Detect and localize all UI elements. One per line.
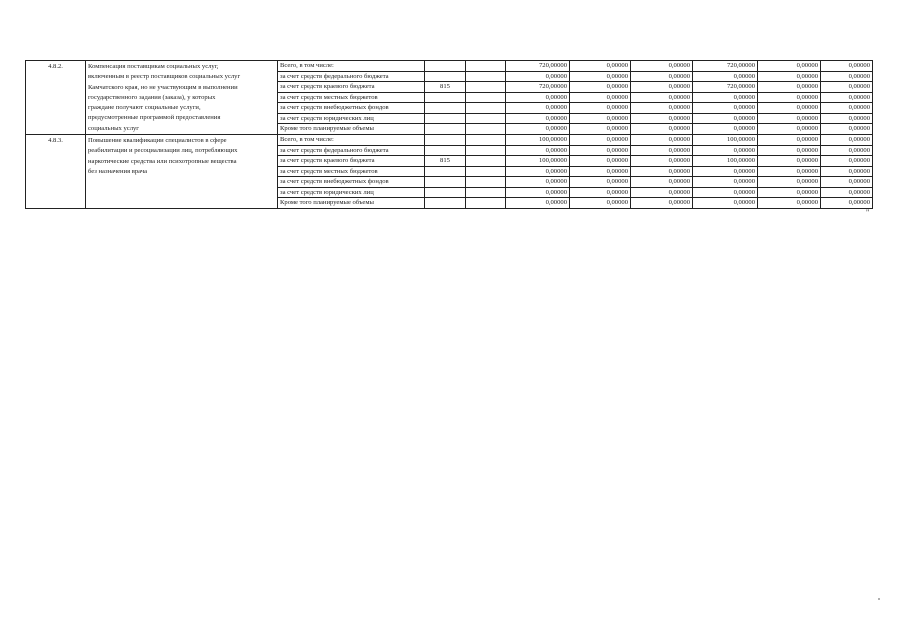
amount-cell: 100,00000 <box>693 156 758 167</box>
amount-cell: 0,00000 <box>693 124 758 135</box>
amount-cell: 0,00000 <box>821 198 873 209</box>
amount-cell: 0,00000 <box>821 71 873 82</box>
empty-cell <box>466 82 506 93</box>
amount-cell: 0,00000 <box>821 61 873 72</box>
budget-code-cell: 815 <box>425 82 466 93</box>
amount-cell: 0,00000 <box>506 103 570 114</box>
budget-code-cell <box>425 187 466 198</box>
funding-source-cell: Всего, в том числе: <box>278 61 425 72</box>
amount-cell: 0,00000 <box>821 82 873 93</box>
amount-cell: 0,00000 <box>570 166 631 177</box>
empty-cell <box>466 166 506 177</box>
amount-cell: 0,00000 <box>570 113 631 124</box>
empty-cell <box>466 124 506 135</box>
amount-cell: 0,00000 <box>631 92 693 103</box>
budget-code-cell <box>425 92 466 103</box>
amount-cell: 720,00000 <box>506 82 570 93</box>
budget-table <box>25 60 873 209</box>
amount-cell: 0,00000 <box>506 145 570 156</box>
amount-cell: 0,00000 <box>506 166 570 177</box>
amount-cell: 100,00000 <box>693 135 758 146</box>
amount-cell: 0,00000 <box>821 113 873 124</box>
amount-cell: 0,00000 <box>821 135 873 146</box>
description-line: без назначения врача <box>88 167 148 175</box>
table-row <box>26 135 873 146</box>
description-line: государственного задания (заказа), у которых <box>88 93 216 101</box>
table-row <box>26 61 873 72</box>
amount-cell: 0,00000 <box>821 92 873 103</box>
description-line: включенным в реестр поставщиков социальных услуг <box>88 73 241 81</box>
amount-cell: 0,00000 <box>506 187 570 198</box>
amount-cell: 0,00000 <box>570 135 631 146</box>
amount-cell: 0,00000 <box>758 61 821 72</box>
budget-table-body <box>26 61 873 209</box>
empty-cell <box>466 156 506 167</box>
amount-cell: 0,00000 <box>631 124 693 135</box>
budget-code-cell <box>425 145 466 156</box>
amount-cell: 0,00000 <box>570 92 631 103</box>
funding-source-cell: за счет средств местных бюджетов <box>278 166 425 177</box>
empty-cell <box>466 61 506 72</box>
budget-code-cell <box>425 166 466 177</box>
empty-cell <box>466 198 506 209</box>
amount-cell: 0,00000 <box>570 198 631 209</box>
description-line: Камчатского края, но не участвующим в выполнении <box>88 83 238 91</box>
amount-cell: 0,00000 <box>758 92 821 103</box>
funding-source-cell: за счет средств внебюджетных фондов <box>278 103 425 114</box>
funding-source-cell: Всего, в том числе: <box>278 135 425 146</box>
amount-cell: 0,00000 <box>570 103 631 114</box>
amount-cell: 0,00000 <box>821 156 873 167</box>
amount-cell: 0,00000 <box>693 177 758 188</box>
amount-cell: 0,00000 <box>631 113 693 124</box>
item-description <box>86 61 278 135</box>
funding-source-cell: Кроме того планируемые объемы <box>278 124 425 135</box>
amount-cell: 0,00000 <box>570 82 631 93</box>
amount-cell: 0,00000 <box>570 177 631 188</box>
amount-cell: 0,00000 <box>631 145 693 156</box>
budget-code-cell <box>425 124 466 135</box>
funding-source-cell: за счет средств краевого бюджета <box>278 82 425 93</box>
amount-cell: 0,00000 <box>570 156 631 167</box>
amount-cell: 0,00000 <box>821 124 873 135</box>
description-line: наркотические средства или психотропные вещества <box>88 157 237 165</box>
amount-cell: 0,00000 <box>758 187 821 198</box>
description-line: предусмотренные программой предоставления <box>88 114 221 122</box>
amount-cell: 0,00000 <box>570 145 631 156</box>
amount-cell: 0,00000 <box>758 145 821 156</box>
amount-cell: 0,00000 <box>631 156 693 167</box>
amount-cell: 0,00000 <box>821 177 873 188</box>
description-line: Компенсация поставщикам социальных услуг, <box>88 63 219 70</box>
funding-source-cell: за счет средств федерального бюджета <box>278 145 425 156</box>
amount-cell: 0,00000 <box>631 71 693 82</box>
amount-cell: 0,00000 <box>758 113 821 124</box>
description-line: Повышение квалификации специалистов в сфере <box>88 137 227 145</box>
amount-cell: 0,00000 <box>631 177 693 188</box>
item-description <box>86 135 278 209</box>
amount-cell: 0,00000 <box>758 198 821 209</box>
amount-cell: 0,00000 <box>821 103 873 114</box>
amount-cell: 0,00000 <box>758 135 821 146</box>
funding-source-cell: за счет средств местных бюджетов <box>278 92 425 103</box>
amount-cell: 0,00000 <box>570 124 631 135</box>
amount-cell: 0,00000 <box>693 113 758 124</box>
amount-cell: 0,00000 <box>506 124 570 135</box>
amount-cell: 0,00000 <box>570 187 631 198</box>
amount-cell: 0,00000 <box>821 187 873 198</box>
empty-cell <box>466 177 506 188</box>
funding-source-cell: за счет средств юридических лиц <box>278 187 425 198</box>
funding-source-cell: за счет средств юридических лиц <box>278 113 425 124</box>
empty-cell <box>466 145 506 156</box>
empty-cell <box>466 71 506 82</box>
empty-cell <box>466 113 506 124</box>
scan-dot <box>878 598 880 600</box>
amount-cell: 0,00000 <box>693 71 758 82</box>
amount-cell: 0,00000 <box>758 82 821 93</box>
amount-cell: 0,00000 <box>821 166 873 177</box>
amount-cell: 0,00000 <box>506 177 570 188</box>
amount-cell: 0,00000 <box>506 71 570 82</box>
empty-cell <box>466 103 506 114</box>
funding-source-cell: за счет средств краевого бюджета <box>278 156 425 167</box>
funding-source-cell: за счет средств федерального бюджета <box>278 71 425 82</box>
item-number: 4.8.3. <box>26 135 86 209</box>
amount-cell: 720,00000 <box>693 82 758 93</box>
amount-cell: 0,00000 <box>693 103 758 114</box>
amount-cell: 100,00000 <box>506 135 570 146</box>
amount-cell: 0,00000 <box>758 124 821 135</box>
amount-cell: 0,00000 <box>758 177 821 188</box>
amount-cell: 0,00000 <box>758 103 821 114</box>
funding-source-cell: Кроме того планируемые объемы <box>278 198 425 209</box>
item-number: 4.8.2. <box>26 61 86 135</box>
amount-cell: 0,00000 <box>631 198 693 209</box>
amount-cell: 0,00000 <box>631 187 693 198</box>
budget-code-cell <box>425 177 466 188</box>
closing-quote-mark: " <box>866 208 870 217</box>
budget-code-cell <box>425 103 466 114</box>
amount-cell: 0,00000 <box>631 61 693 72</box>
amount-cell: 0,00000 <box>631 135 693 146</box>
amount-cell: 0,00000 <box>506 198 570 209</box>
amount-cell: 100,00000 <box>506 156 570 167</box>
amount-cell: 0,00000 <box>821 145 873 156</box>
amount-cell: 0,00000 <box>506 113 570 124</box>
amount-cell: 0,00000 <box>758 166 821 177</box>
empty-cell <box>466 135 506 146</box>
empty-cell <box>466 92 506 103</box>
amount-cell: 0,00000 <box>631 166 693 177</box>
amount-cell: 720,00000 <box>693 61 758 72</box>
funding-source-cell: за счет средств внебюджетных фондов <box>278 177 425 188</box>
amount-cell: 0,00000 <box>570 61 631 72</box>
amount-cell: 0,00000 <box>631 82 693 93</box>
budget-code-cell <box>425 135 466 146</box>
description-line: реабилитации и ресоциализации лиц, потребляющих <box>88 147 238 155</box>
budget-code-cell <box>425 113 466 124</box>
amount-cell: 0,00000 <box>631 103 693 114</box>
amount-cell: 0,00000 <box>570 71 631 82</box>
description-line: граждане получают социальные услуги, <box>88 104 201 112</box>
amount-cell: 0,00000 <box>693 92 758 103</box>
amount-cell: 720,00000 <box>506 61 570 72</box>
budget-code-cell <box>425 71 466 82</box>
budget-code-cell <box>425 61 466 72</box>
budget-code-cell <box>425 198 466 209</box>
amount-cell: 0,00000 <box>693 166 758 177</box>
amount-cell: 0,00000 <box>758 71 821 82</box>
amount-cell: 0,00000 <box>693 145 758 156</box>
description-line: социальных услуг <box>88 124 139 132</box>
amount-cell: 0,00000 <box>693 198 758 209</box>
amount-cell: 0,00000 <box>506 92 570 103</box>
empty-cell <box>466 187 506 198</box>
amount-cell: 0,00000 <box>758 156 821 167</box>
amount-cell: 0,00000 <box>693 187 758 198</box>
budget-code-cell: 815 <box>425 156 466 167</box>
